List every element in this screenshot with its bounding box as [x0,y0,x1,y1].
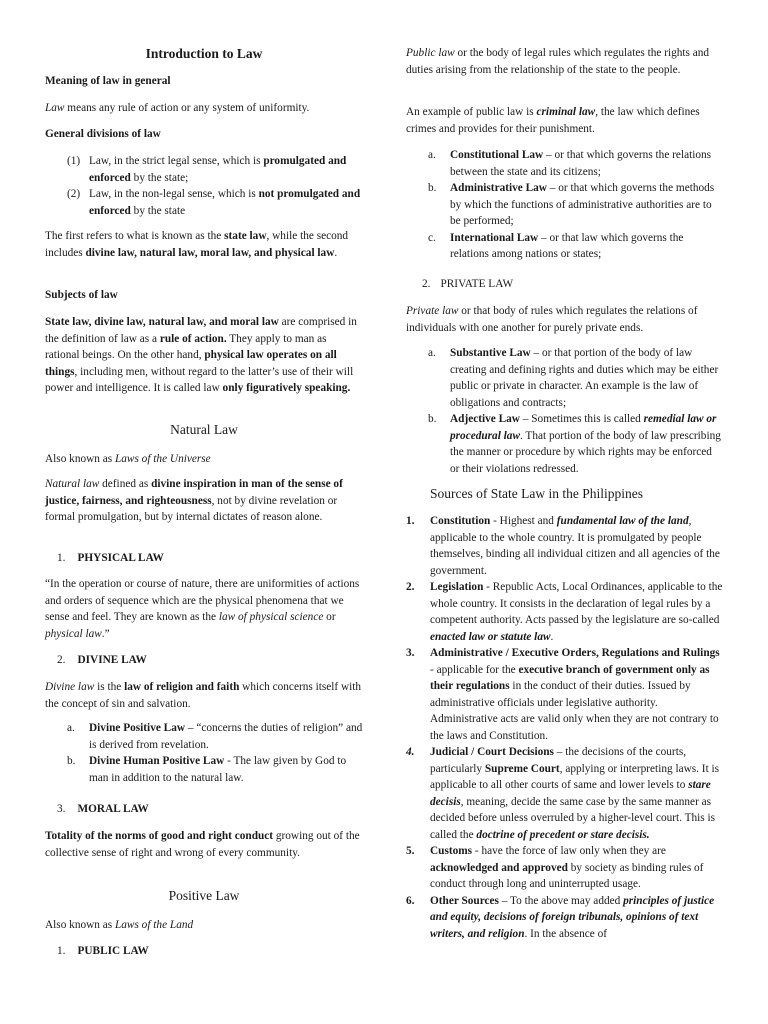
general-divisions-heading: General divisions of law [45,128,161,140]
text-run: doctrine of precedent or stare decisis. [476,828,650,841]
public-item [428,180,724,230]
text-run: Other Sources [430,894,499,907]
source-item-text [430,515,720,577]
text-run: Laws of the Land [114,919,194,931]
text-run: , the law which defines crimes and provides for their punishment. [406,106,700,135]
document-title: Introduction to Law [145,46,263,61]
text-run: State law, divine law, natural law, and moral law [45,316,279,328]
text-run: by the state; [130,171,189,184]
divisions-list [67,153,363,219]
text-run: , applying or interpreting laws. It is applicable to all other courts of same and lower levels to [430,762,720,791]
text-run: or the body of legal rules which regulates the rights and duties arising from the relationship of the state to the people. [406,47,710,76]
text-run: physical law [45,627,102,640]
text-run: by the state [130,204,186,217]
list-marker: a. [428,149,436,161]
text-run: only figuratively speaking. [222,382,351,394]
text-run: executive branch of government only as their regulations [430,663,710,692]
natural-also-known [45,451,363,468]
text-run: Divine Positive Law [89,722,186,734]
meaning-heading: Meaning of law in general [45,75,171,87]
text-run: , meaning, decide the same case by the same manner as decided before unless overruled by a higher-level court. This is called the [430,795,716,841]
text-run: is the [94,681,125,693]
text-run: Constitutional Law [450,149,544,161]
source-item-text [430,647,720,742]
text-run: Divine Human Positive Law [89,755,225,767]
text-run: stare decisis [430,779,711,808]
list-marker: 6. [406,894,415,907]
text-run: principles of justice and equity, decisions of foreign tribunals, opinions of text writers, and religion [430,894,715,940]
text-run: promulgated and enforced [89,155,347,184]
text-run: Administrative Law [450,182,547,194]
list-marker: b. [428,182,437,194]
positive-law-title: Positive Law [168,888,240,903]
text-run: - applicable for the [430,663,519,676]
natural-definition [45,476,363,526]
text-run: Also known as [45,919,115,931]
text-run: Law, in the strict legal sense, which is [89,155,264,167]
private-item-text [450,413,721,475]
list-marker: b. [67,755,76,767]
text-run: by society as binding rules of conduct through long and uninterrupted usage. [430,861,704,890]
text-run: – or that which governs the relations between the state and its citizens; [450,149,712,178]
text-run: . [334,246,338,259]
text-run: criminal law [536,106,596,118]
text-run: - Republic Acts, Local Ordinances, applicable to the whole country. It consists in the declaration of legal rules by a competent authority. Acts passed by the legislature are so-called [430,581,723,626]
text-run: law of religion and faith [124,681,240,693]
natural-law-title: Natural Law [170,422,238,437]
text-run: rule of action. [159,332,227,345]
text-run: . [550,630,554,643]
source-item [406,843,724,893]
text-run: Totality of the norms of good and right conduct [45,830,274,842]
list-marker: 2. [406,581,415,593]
moral-law-paragraph [45,828,363,861]
text-run: Divine law [45,681,95,693]
text-run: An example of public law is [406,106,537,118]
text-run: Public law [406,47,455,59]
divine-item [67,753,363,786]
public-law-example [406,104,724,137]
list-marker: a. [67,722,75,734]
private-items-list [428,345,724,477]
text-run: acknowledged and approved [430,861,568,874]
text-run: Adjective Law [450,413,520,425]
text-run: – or that portion of the body of law creating and defining rights and duties which may be either public or private in character. An example is the law of obligations and contracts; [450,347,719,409]
public-law-definition [406,45,724,78]
public-item-text [450,232,683,261]
text-run: - The law given by God to man in addition to the natural law. [89,755,347,784]
law-definition: Law means any rule of action or any system of uniformity. [45,102,310,114]
text-run: . In the absence of [524,927,607,940]
text-run: – To the above may added [498,894,624,907]
private-law-definition [406,303,724,336]
sources-list [406,513,724,942]
text-run: . That portion of the body of law prescribing the manner or procedure by which rights may be enforced or their violations redressed. [450,429,721,475]
text-run: Substantive Law [450,347,531,359]
text-run: - Highest and [490,515,557,527]
divine-law-heading: 2. DIVINE LAW [57,654,147,666]
private-item [428,411,724,477]
list-marker: 4. [406,746,415,758]
text-run: are comprised in the definition of law as a [45,316,357,345]
list-marker: 3. [406,647,415,659]
text-run: , while the second includes [45,230,349,259]
text-run: .” [101,627,110,640]
text-run: – Sometimes this is called [519,413,644,425]
source-item [406,893,724,943]
private-item [428,345,724,411]
text-run: divine inspiration in man of the sense of justice, fairness, and righteousness [45,478,343,507]
divine-item-text [89,755,346,784]
physical-law-heading: 1. PHYSICAL LAW [57,552,164,564]
text-run: , applicable to the whole country. It is promulgated by people themselves, binding all individual citizen and all agencies of the government. [430,515,720,577]
list-marker: b. [428,413,437,425]
text-run: divine law, natural law, moral law, and physical law [85,246,335,259]
text-run: enacted law or statute law [430,630,551,643]
source-item-text [430,845,703,890]
list-marker: 5. [406,845,415,857]
text-run: growing out of the collective sense of right and wrong of every community. [45,830,360,859]
text-run: – “concerns the duties of religion” and is derived from revelation. [89,722,363,751]
divine-item [67,720,363,753]
divine-law-paragraph [45,679,363,712]
public-item [428,147,724,180]
text-run: Supreme Court [484,762,560,775]
text-run: state law [224,230,267,242]
text-run: Laws of the Universe [114,453,211,465]
text-run: Customs [430,845,473,857]
source-item [406,744,724,843]
public-item-text [450,182,714,227]
text-run: “In the operation or course of nature, there are uniformities of actions and orders of sequence which are the physical phenomena that we sense and feel. They are known as the [45,578,360,623]
text-run: Legislation [430,581,484,593]
source-item-text [430,746,719,841]
text-run: , not by divine revelation or formal promulgation, but by internal dictates of reason alone. [45,494,338,523]
text-run: Also known as [45,453,115,465]
text-run: Natural law [45,478,100,490]
text-run: which concerns itself with the concept of sin and salvation. [45,681,362,710]
text-run: or that body of rules which regulates the relations of individuals with one another for purely private ends. [406,305,698,334]
division-item [67,153,363,186]
text-run: – or that law which governs the relations among nations or states; [450,231,684,260]
list-marker: (1) [67,155,81,167]
text-run: Administrative / Executive Orders, Regulations and Rulings [430,647,720,659]
source-item [406,513,724,579]
private-item-text [450,347,718,409]
text-run: The first refers to what is known as the [45,230,225,242]
public-item [428,230,724,263]
divine-item-text [89,722,362,751]
physical-law-paragraph [45,576,363,642]
subjects-paragraph [45,314,363,397]
sources-title: Sources of State Law in the Philippines [430,486,643,501]
text-run: Private law [406,305,459,317]
positive-also-known [45,917,363,934]
divine-items-list [67,720,363,786]
text-run: law of physical science [218,611,324,623]
text-run: Judicial / Court Decisions [430,746,554,758]
text-run: International Law [450,231,539,244]
text-run: remedial law or procedural law [450,413,717,442]
public-law-heading: 1. PUBLIC LAW [57,945,149,957]
text-run: – or that which governs the methods by which the functions of administrative authorities are to be performed; [450,182,715,227]
source-item-text [430,895,714,940]
text-run: Constitution [430,515,491,527]
division-item [67,186,363,219]
private-law-heading: 2. PRIVATE LAW [422,278,514,290]
source-item [406,579,724,645]
subjects-heading: Subjects of law [45,289,118,301]
list-marker: 1. [406,515,415,527]
text-run: – the decisions of the courts, particularly [430,746,687,775]
list-marker: (2) [67,188,81,200]
source-item-text [430,581,722,643]
text-run: Law, in the non-legal sense, which is [89,188,259,200]
list-marker: c. [428,231,436,244]
public-items-list [428,147,724,263]
text-run: - have the force of law only when they are [472,845,666,857]
text-run: not promulgated and enforced [89,188,361,217]
text-run: They apply to man as rational beings. On the other hand, [45,332,327,361]
text-run: defined as [99,478,152,490]
text-run: , including men, without regard to the latter’s use of their will power and intelligence. It is called law [45,365,354,394]
source-item [406,645,724,744]
text-run: physical law operates on all things [45,349,337,378]
division-text [89,188,360,217]
public-item-text [450,149,711,178]
text-run: fundamental law of the land [556,515,689,527]
division-text [89,155,346,184]
list-marker: a. [428,347,436,359]
first-refers-paragraph [45,228,363,261]
moral-law-heading: 3. MORAL LAW [57,803,149,815]
text-run: or [323,611,336,623]
text-run: in the conduct of their duties. Issued by administrative officials under legislative authority. Administrative acts are valid only when they are not contrary to the laws and Constitution. [430,680,719,742]
